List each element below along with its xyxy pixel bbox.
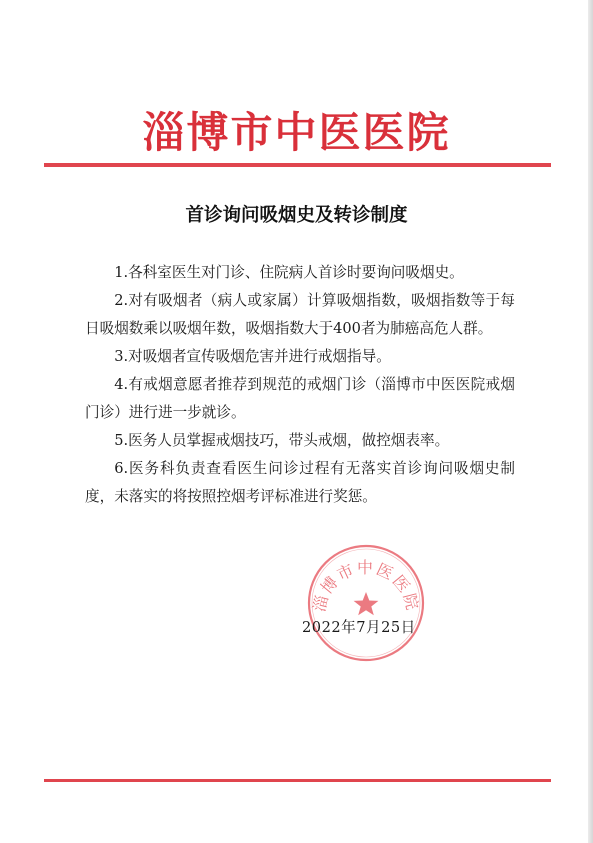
paragraph-5: 5.医务人员掌握戒烟技巧，带头戒烟，做控烟表率。	[114, 432, 450, 449]
footer-red-rule	[44, 779, 551, 782]
seal-star-icon	[354, 592, 379, 615]
paragraph-2: 2.对有吸烟者（病人或家属）计算吸烟指数，吸烟指数等于每日吸烟数乘以吸烟年数，吸烟指数大于400者为肺癌高危人群。	[85, 292, 515, 337]
paragraph-1: 1.各科室医生对门诊、住院病人首诊时要询问吸烟史。	[114, 264, 464, 281]
organization-header: 淄博市中医医院	[142, 108, 451, 157]
seal-text: 淄博市中医医院	[309, 558, 423, 614]
document-body	[85, 259, 515, 511]
header-red-rule	[44, 163, 551, 167]
document-title: 首诊询问吸烟史及转诊制度	[185, 205, 408, 226]
paragraph-4: 4.有戒烟意愿者推荐到规范的戒烟门诊（淄博市中医医院戒烟门诊）进行进一步就诊。	[85, 376, 515, 421]
document-date: 2022年7月25日	[302, 619, 416, 636]
paragraph-3: 3.对吸烟者宣传吸烟危害并进行戒烟指导。	[114, 348, 391, 365]
official-seal-stamp	[305, 542, 427, 664]
paragraph-6: 6.医务科负责查看医生问诊过程有无落实首诊询问吸烟史制度，未落实的将按照控烟考评标准进行奖惩。	[85, 460, 515, 505]
